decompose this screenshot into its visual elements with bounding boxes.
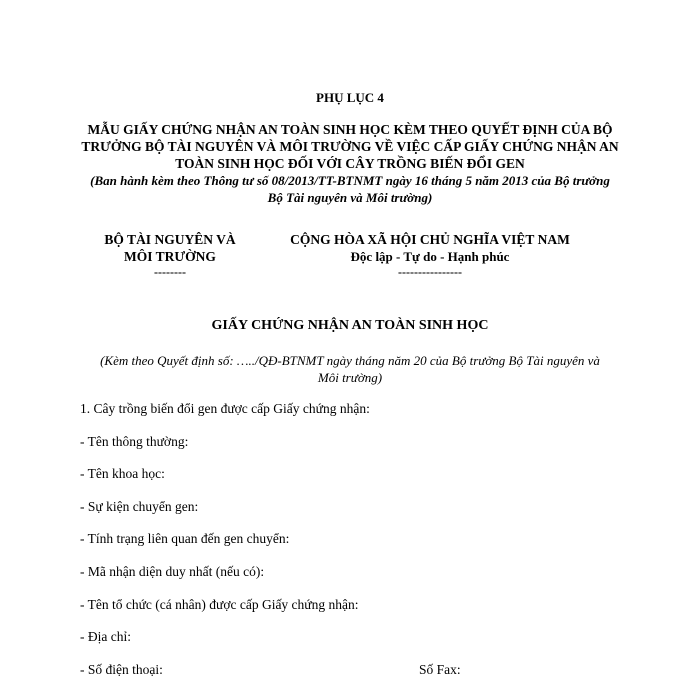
nation-motto: Độc lập - Tự do - Hạnh phúc xyxy=(350,249,510,264)
field-address: - Địa chỉ: xyxy=(80,629,131,644)
motto-divider: ---------------- xyxy=(398,265,462,279)
ministry-header xyxy=(80,231,260,279)
appendix-title: PHỤ LỤC 4 xyxy=(316,90,384,105)
field-fax: Số Fax: xyxy=(419,662,461,677)
section-1-heading: 1. Cây trồng biến đổi gen được cấp Giấy chứng nhận: xyxy=(80,401,370,416)
field-phone: - Số điện thoại: xyxy=(80,662,163,677)
issued-note: (Ban hành kèm theo Thông tư số 08/2013/TT-BTNMT ngày 16 tháng 5 năm 2013 của Bộ trưởng Bộ Tài nguyên và Môi trường) xyxy=(90,173,610,205)
field-phone-row xyxy=(80,662,461,678)
field-gene-properties: - Tính trạng liên quan đến gen chuyển: xyxy=(80,531,290,546)
form-title: MẪU GIẤY CHỨNG NHẬN AN TOÀN SINH HỌC KÈM THEO QUYẾT ĐỊNH CỦA BỘ TRƯỞNG BỘ TÀI NGUYÊN VÀ MÔI TRƯỜNG VỀ VIỆC CẤP GIẤY CHỨNG NHẬN AN TOÀN SINH HỌC ĐỐI VỚI CÂY TRỒNG BIẾN ĐỔI GEN xyxy=(81,122,619,171)
decision-note: (Kèm theo Quyết định số: …../QĐ-BTNMT ngày tháng năm 20 của Bộ trưởng Bộ Tài nguyên và Môi trường) xyxy=(100,353,600,385)
field-organization: - Tên tổ chức (cá nhân) được cấp Giấy chứng nhận: xyxy=(80,597,359,612)
ministry-divider: -------- xyxy=(154,265,186,279)
field-scientific-name: - Tên khoa học: xyxy=(80,466,165,481)
certificate-title: GIẤY CHỨNG NHẬN AN TOÀN SINH HỌC xyxy=(211,318,489,333)
ministry-name-line1: BỘ TÀI NGUYÊN VÀ xyxy=(104,232,236,247)
nation-header xyxy=(270,231,590,279)
ministry-name-line2: MÔI TRƯỜNG xyxy=(124,249,216,264)
field-unique-id: - Mã nhận diện duy nhất (nếu có): xyxy=(80,564,265,579)
field-transgenic-event: - Sự kiện chuyển gen: xyxy=(80,499,199,514)
nation-name: CỘNG HÒA XÃ HỘI CHỦ NGHĨA VIỆT NAM xyxy=(290,232,570,247)
field-common-name: - Tên thông thường: xyxy=(80,434,189,449)
